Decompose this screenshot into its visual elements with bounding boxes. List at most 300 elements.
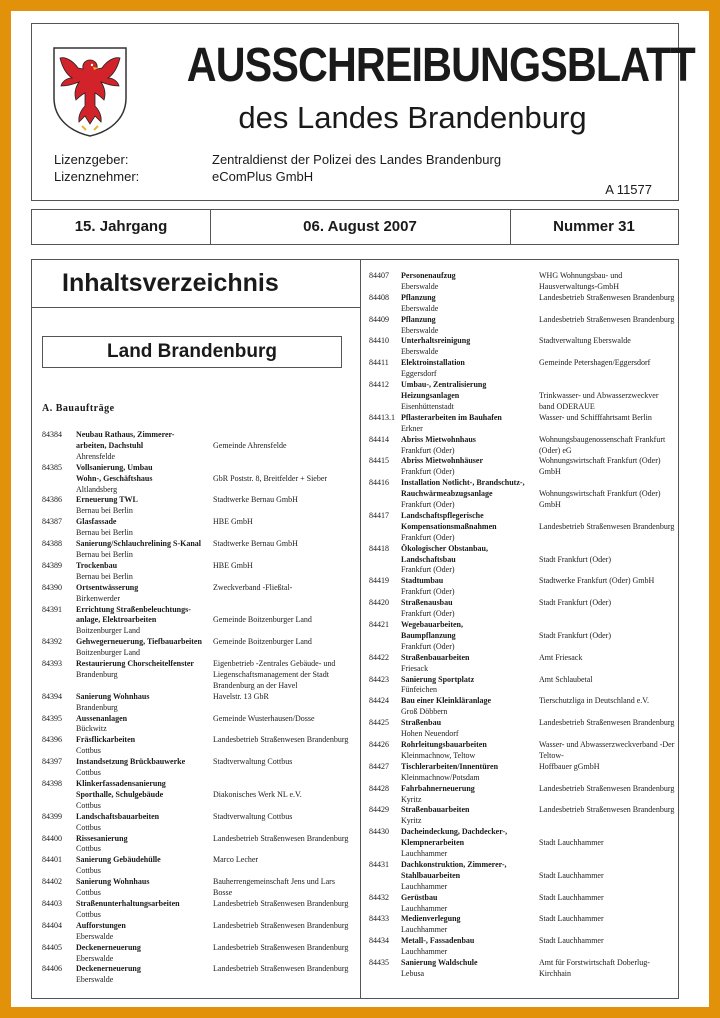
table-row bbox=[42, 877, 354, 899]
table-row bbox=[42, 943, 354, 965]
entry-location: Kleinmachnow/Potsdam bbox=[401, 772, 480, 782]
table-row bbox=[369, 511, 675, 544]
entry-location: Cottbus bbox=[76, 888, 101, 898]
entry-description bbox=[76, 735, 213, 757]
entry-contracting-authority: Landesbetrieb Straßenwesen Brandenburg bbox=[539, 521, 675, 531]
entry-title: Sanierung Gebäudehülle bbox=[76, 855, 161, 865]
entry-title: Neubau Rathaus, Zimmerer- bbox=[76, 430, 175, 439]
entry-location: Eberswalde bbox=[76, 931, 114, 941]
entry-location: Cottbus bbox=[76, 768, 101, 778]
entry-contracting-authority: Stadt Lauchhammer bbox=[539, 914, 604, 924]
entry-location: Boitzenburger Land bbox=[76, 648, 141, 658]
entry-location: Cottbus bbox=[76, 866, 101, 876]
entry-contracting-authority: Hoffbauer gGmbH bbox=[539, 761, 600, 771]
entry-contracting-authority: Stadt Lauchhammer bbox=[539, 892, 604, 902]
table-row bbox=[42, 463, 354, 496]
entry-description bbox=[401, 511, 539, 544]
entry-contracting-authority: Wohnungswirtschaft Frankfurt (Oder) GmbH bbox=[539, 489, 661, 510]
entry-description bbox=[76, 943, 213, 965]
entry-location: Brandenburg bbox=[76, 702, 118, 712]
entry-title: Errichtung Straßenbeleuchtungs- bbox=[76, 604, 191, 614]
entry-contracting-authority: Landesbetrieb Straßenwesen Brandenburg bbox=[213, 964, 349, 974]
entry-title: Unterhaltsreinigung bbox=[401, 336, 471, 346]
entry-title: Pflanzung bbox=[401, 314, 436, 324]
entry-title: Heizungsanlagen bbox=[401, 390, 460, 400]
table-row bbox=[369, 718, 675, 740]
entry-title: Medienverlegung bbox=[401, 914, 461, 924]
entry-location: Kyritz bbox=[401, 816, 422, 826]
table-row bbox=[369, 544, 675, 577]
table-row bbox=[369, 620, 675, 653]
entry-number: 84410 bbox=[369, 336, 389, 346]
table-row bbox=[369, 478, 675, 511]
entry-number: 84390 bbox=[42, 582, 62, 592]
entry-number: 84422 bbox=[369, 652, 389, 662]
entry-title: Ökologischer Obstanbau, bbox=[401, 543, 488, 553]
entry-title: Aussenanlagen bbox=[76, 713, 128, 723]
entry-description bbox=[401, 293, 539, 315]
entry-description bbox=[401, 740, 539, 762]
table-row bbox=[42, 495, 354, 517]
entry-contracting-authority: Gemeinde Wusterhausen/Dosse bbox=[213, 713, 315, 723]
entry-description bbox=[401, 435, 539, 457]
entry-number: 84388 bbox=[42, 539, 62, 549]
entry-title: Instandsetzung Brückbauwerke bbox=[76, 757, 186, 767]
entry-description bbox=[401, 958, 539, 980]
table-row bbox=[42, 855, 354, 877]
table-row bbox=[369, 675, 675, 697]
entry-number: 84434 bbox=[369, 936, 389, 946]
entry-title: Sanierung Wohnhaus bbox=[76, 691, 150, 701]
issue-date: 06. August 2007 bbox=[303, 218, 417, 235]
entry-contracting-authority: Diakonisches Werk NL e.V. bbox=[213, 789, 302, 799]
entry-contracting-authority: Stadt Frankfurt (Oder) bbox=[539, 598, 611, 608]
entry-contracting-authority: GbR Poststr. 8, Breitfelder + Sieber bbox=[213, 473, 328, 483]
entry-description bbox=[76, 899, 213, 921]
entry-title: Umbau-, Zentralisierung bbox=[401, 380, 487, 390]
entry-location: Lauchhammer bbox=[401, 881, 448, 891]
lizenznehmer-label: Lizenznehmer: bbox=[54, 169, 140, 184]
table-row bbox=[42, 583, 354, 605]
lizenzgeber-label: Lizenzgeber: bbox=[54, 152, 129, 167]
entry-description bbox=[401, 380, 539, 413]
entry-description bbox=[401, 893, 539, 915]
entry-description bbox=[76, 605, 213, 638]
entry-title: Deckenerneuerung bbox=[76, 964, 141, 974]
entry-title: Straßenausbau bbox=[401, 598, 453, 608]
entry-description bbox=[401, 718, 539, 740]
entry-location: Bückwitz bbox=[76, 724, 107, 734]
entry-location: Boitzenburger Land bbox=[76, 626, 141, 636]
entry-location: Lauchhammer bbox=[401, 947, 448, 957]
entry-location: Kyritz bbox=[401, 794, 422, 804]
entry-title: Restaurierung Chorscheitelfenster bbox=[76, 659, 194, 669]
publication-title: AUSSCHREIBUNGSBLATT bbox=[186, 39, 695, 92]
entries-right-column bbox=[369, 271, 675, 980]
entry-number: 84431 bbox=[369, 859, 389, 869]
table-row bbox=[369, 805, 675, 827]
entry-contracting-authority: Stadt Frankfurt (Oder) bbox=[539, 554, 611, 564]
entry-location: Eberswalde bbox=[401, 347, 439, 357]
entry-description bbox=[76, 877, 213, 899]
entry-title: Sanierung/Schlauchrelining S-Kanal bbox=[76, 539, 201, 549]
table-row bbox=[42, 539, 354, 561]
entry-location: Kleinmachnow, Teltow bbox=[401, 750, 476, 760]
entry-title: Straßenunterhaltungsarbeiten bbox=[76, 898, 180, 908]
entry-number: 84392 bbox=[42, 637, 62, 647]
entry-description bbox=[76, 583, 213, 605]
entry-title: Aufforstungen bbox=[76, 920, 126, 930]
entry-number: 84386 bbox=[42, 495, 62, 505]
entry-number: 84396 bbox=[42, 735, 62, 745]
table-row bbox=[369, 827, 675, 860]
brandenburg-eagle-icon bbox=[52, 46, 128, 138]
entry-title: Wegebauarbeiten, bbox=[401, 620, 463, 629]
entry-number: 84393 bbox=[42, 659, 62, 669]
entry-location: Eberswalde bbox=[76, 975, 114, 985]
entry-description bbox=[401, 336, 539, 358]
entry-contracting-authority: Stadt Lauchhammer bbox=[539, 838, 604, 848]
entry-location: Frankfurt (Oder) bbox=[401, 467, 455, 477]
entry-description bbox=[76, 921, 213, 943]
masthead bbox=[31, 23, 695, 201]
entry-description bbox=[76, 714, 213, 736]
table-row bbox=[42, 561, 354, 583]
entry-number: 84429 bbox=[369, 805, 389, 815]
entry-location: Frankfurt (Oder) bbox=[401, 609, 455, 619]
entry-contracting-authority: Landesbetrieb Straßenwesen Brandenburg bbox=[539, 805, 675, 815]
entry-contracting-authority: Gemeinde Boitzenburger Land bbox=[213, 637, 312, 647]
entry-number: 84384 bbox=[42, 430, 62, 439]
entry-title: Straßenbauarbeiten bbox=[401, 805, 470, 815]
entry-location: Frankfurt (Oder) bbox=[401, 565, 455, 575]
entry-title: Tischlerarbeiten/Innentüren bbox=[401, 761, 499, 771]
entry-title: arbeiten, Dachstuhl bbox=[76, 440, 144, 450]
entry-contracting-authority: HBE GmbH bbox=[213, 560, 253, 570]
table-row bbox=[369, 784, 675, 806]
contents-box bbox=[31, 259, 679, 999]
entry-number: 84416 bbox=[369, 478, 389, 488]
entry-description bbox=[76, 692, 213, 714]
entry-contracting-authority: Amt für Forstwirtschaft Doberlug-Kirchhain bbox=[539, 958, 650, 978]
entry-contracting-authority: Stadt Lauchhammer bbox=[539, 870, 604, 880]
entry-location: Frankfurt (Oder) bbox=[401, 641, 455, 651]
entry-location: Brandenburg bbox=[76, 669, 118, 679]
entry-contracting-authority: Stadtverwaltung Cottbus bbox=[213, 757, 293, 767]
entry-contracting-authority: Trinkwasser- und Abwasserzweckver band ODERAUE bbox=[539, 390, 659, 411]
entry-location: Hohen Neuendorf bbox=[401, 729, 459, 739]
entry-location: Bernau bei Berlin bbox=[76, 506, 133, 516]
entry-location: Eberswalde bbox=[76, 953, 114, 963]
table-row bbox=[369, 576, 675, 598]
entry-location: Frankfurt (Oder) bbox=[401, 532, 455, 542]
table-row bbox=[369, 336, 675, 358]
entry-location: Bernau bei Berlin bbox=[76, 528, 133, 538]
table-row bbox=[369, 435, 675, 457]
table-row bbox=[369, 598, 675, 620]
entry-title: Ortsentwässerung bbox=[76, 582, 139, 592]
entry-number: 84394 bbox=[42, 691, 62, 701]
entry-number: 84395 bbox=[42, 713, 62, 723]
entry-contracting-authority: Landesbetrieb Straßenwesen Brandenburg bbox=[213, 898, 349, 908]
entry-location: Bernau bei Berlin bbox=[76, 571, 133, 581]
entry-contracting-authority: Stadt Frankfurt (Oder) bbox=[539, 630, 611, 640]
table-row bbox=[369, 740, 675, 762]
table-row bbox=[42, 921, 354, 943]
entry-description bbox=[401, 936, 539, 958]
entry-location: Birkenwerder bbox=[76, 593, 120, 603]
entry-contracting-authority: Landesbetrieb Straßenwesen Brandenburg bbox=[539, 292, 675, 302]
table-row bbox=[42, 757, 354, 779]
entry-location: Bernau bei Berlin bbox=[76, 549, 133, 559]
entry-number: 84417 bbox=[369, 510, 389, 520]
table-row bbox=[369, 358, 675, 380]
entry-number: 84424 bbox=[369, 696, 389, 706]
entry-number: 84401 bbox=[42, 855, 62, 865]
entry-number: 84411 bbox=[369, 358, 389, 368]
entry-contracting-authority: Wohnungsbaugenossenschaft Frankfurt (Oder) eG bbox=[539, 434, 666, 455]
entry-number: 84433 bbox=[369, 914, 389, 924]
entry-contracting-authority: Gemeinde Ahrensfelde bbox=[213, 440, 287, 450]
table-row bbox=[42, 517, 354, 539]
entry-contracting-authority: Wasser- und Abwasserzweckverband -Der Teltow- bbox=[539, 739, 675, 760]
entry-location: Cottbus bbox=[76, 822, 101, 832]
entry-description bbox=[76, 430, 213, 463]
entry-title: Abriss Mietwohnhäuser bbox=[401, 456, 484, 466]
entry-number: 84419 bbox=[369, 576, 389, 586]
entry-title: Metall-, Fassadenbau bbox=[401, 936, 475, 946]
entry-title: Baumpflanzung bbox=[401, 630, 456, 640]
entry-number: 84385 bbox=[42, 462, 62, 472]
entry-description bbox=[76, 757, 213, 779]
entry-contracting-authority: Landesbetrieb Straßenwesen Brandenburg bbox=[539, 314, 675, 324]
entry-number: 84391 bbox=[42, 604, 62, 614]
entry-location: Altlandsberg bbox=[76, 484, 118, 494]
entry-number: 84430 bbox=[369, 827, 389, 837]
table-row bbox=[42, 735, 354, 757]
entry-title: Bau einer Kleinkläranlage bbox=[401, 696, 492, 706]
table-row bbox=[369, 653, 675, 675]
gazette-page bbox=[11, 11, 709, 1007]
entry-contracting-authority: Marco Lecher bbox=[213, 855, 259, 865]
entry-contracting-authority: Bauherrengemeinschaft Jens und Lars Bosse bbox=[213, 877, 335, 898]
entry-title: Fahrbahnerneuerung bbox=[401, 783, 475, 793]
entry-description bbox=[76, 779, 213, 812]
entry-number: 84405 bbox=[42, 942, 62, 952]
entry-title: Vollsanierung, Umbau bbox=[76, 462, 153, 472]
toc-heading: Inhaltsverzeichnis bbox=[32, 260, 360, 308]
entry-number: 84426 bbox=[369, 739, 389, 749]
entry-title: Glasfassade bbox=[76, 517, 117, 527]
entry-description bbox=[401, 478, 539, 511]
table-row bbox=[369, 762, 675, 784]
entry-contracting-authority: Eigenbetrieb -Zentrales Gebäude- und Liegenschaftsmanagement der Stadt Brandenburg an der Havel bbox=[213, 659, 336, 690]
entry-title: Sanierung Sportplatz bbox=[401, 674, 475, 684]
column-divider bbox=[360, 260, 361, 998]
entry-number: 84435 bbox=[369, 958, 389, 968]
entry-description bbox=[401, 620, 539, 653]
entry-number: 84399 bbox=[42, 811, 62, 821]
entry-description bbox=[401, 271, 539, 293]
entry-number: 84423 bbox=[369, 674, 389, 684]
entry-contracting-authority: Stadtwerke Bernau GmbH bbox=[213, 539, 298, 549]
table-row bbox=[369, 456, 675, 478]
entry-title: Sanierung Waldschule bbox=[401, 958, 478, 968]
entry-contracting-authority: Stadtverwaltung Eberswalde bbox=[539, 336, 631, 346]
table-row bbox=[369, 936, 675, 958]
table-row bbox=[42, 659, 354, 692]
entry-number: 84418 bbox=[369, 543, 389, 553]
section-title: A. Bauaufträge bbox=[42, 403, 115, 414]
publication-subtitle: des Landes Brandenburg bbox=[238, 100, 587, 135]
entry-title: Dachkonstruktion, Zimmerer-, bbox=[401, 859, 507, 869]
jahrgang: 15. Jahrgang bbox=[74, 218, 168, 235]
entry-contracting-authority: Gemeinde Boitzenburger Land bbox=[213, 615, 312, 625]
table-row bbox=[42, 779, 354, 812]
entry-contracting-authority: Landesbetrieb Straßenwesen Brandenburg bbox=[213, 735, 349, 745]
entry-title: Abriss Mietwohnhaus bbox=[401, 434, 476, 444]
entry-location: Friesack bbox=[401, 663, 429, 673]
entry-number: 84414 bbox=[369, 434, 389, 444]
entry-location: Eberswalde bbox=[401, 325, 439, 335]
table-row bbox=[42, 899, 354, 921]
entry-location: Eggersdorf bbox=[401, 369, 437, 379]
entry-title: Trockenbau bbox=[76, 560, 118, 570]
entry-title: Erneuerung TWL bbox=[76, 495, 138, 505]
entry-number: 84406 bbox=[42, 964, 62, 974]
table-row bbox=[369, 860, 675, 893]
entry-number: 84397 bbox=[42, 757, 62, 767]
entry-description bbox=[401, 456, 539, 478]
entry-title: Landschaftspflegerische bbox=[401, 510, 484, 520]
entry-description bbox=[401, 914, 539, 936]
entry-location: Lauchhammer bbox=[401, 925, 448, 935]
entry-contracting-authority: Stadtwerke Frankfurt (Oder) GmbH bbox=[539, 576, 655, 586]
table-row bbox=[369, 914, 675, 936]
entry-contracting-authority: Stadtverwaltung Cottbus bbox=[213, 811, 293, 821]
entry-location: Cottbus bbox=[76, 909, 101, 919]
entry-description bbox=[401, 827, 539, 860]
table-row bbox=[369, 271, 675, 293]
entry-location: Fünfeichen bbox=[401, 685, 437, 695]
entry-location: Eisenhüttenstadt bbox=[401, 401, 454, 411]
entry-description bbox=[76, 855, 213, 877]
entry-description bbox=[401, 576, 539, 598]
table-row bbox=[42, 637, 354, 659]
table-row bbox=[42, 964, 354, 986]
table-row bbox=[369, 893, 675, 915]
entry-title: Straßenbauarbeiten bbox=[401, 652, 470, 662]
table-row bbox=[369, 958, 675, 980]
entry-contracting-authority: Amt Schlaubetal bbox=[539, 674, 593, 684]
entry-contracting-authority: Wohnungswirtschaft Frankfurt (Oder) GmbH bbox=[539, 456, 661, 477]
entry-number: 84415 bbox=[369, 456, 389, 466]
entry-location: Lauchhammer bbox=[401, 903, 448, 913]
entry-description bbox=[76, 495, 213, 517]
entry-number: 84425 bbox=[369, 718, 389, 728]
entry-title: Pflasterarbeiten im Bauhafen bbox=[401, 412, 502, 422]
entry-contracting-authority: Zweckverband -Fließtal- bbox=[213, 582, 293, 592]
table-row bbox=[42, 812, 354, 834]
entry-description bbox=[401, 598, 539, 620]
issue-number: Nummer 31 bbox=[553, 218, 635, 235]
lizenzgeber-value: Zentraldienst der Polizei des Landes Brandenburg bbox=[212, 152, 502, 167]
entry-contracting-authority: Landesbetrieb Straßenwesen Brandenburg bbox=[213, 833, 349, 843]
entry-contracting-authority: WHG Wohnungsbau- und Hausverwaltungs-GmbH bbox=[539, 271, 623, 291]
entry-location: Groß Döbbern bbox=[401, 707, 448, 717]
entry-contracting-authority: Landesbetrieb Straßenwesen Brandenburg bbox=[213, 920, 349, 930]
table-row bbox=[369, 315, 675, 337]
table-row bbox=[42, 692, 354, 714]
table-row bbox=[42, 714, 354, 736]
entry-location: Eberswalde bbox=[401, 281, 439, 291]
entry-contracting-authority: Stadt Lauchhammer bbox=[539, 936, 604, 946]
entry-title: Pflanzung bbox=[401, 292, 436, 302]
entry-location: Eberswalde bbox=[401, 303, 439, 313]
entry-description bbox=[401, 805, 539, 827]
lizenznehmer-value: eComPlus GmbH bbox=[212, 169, 314, 184]
entry-number: 84412 bbox=[369, 380, 389, 390]
entry-location: Ahrensfelde bbox=[76, 451, 116, 461]
entry-description bbox=[401, 413, 539, 435]
entry-title: Rohrleitungsbauarbeiten bbox=[401, 739, 487, 749]
entry-contracting-authority: Stadtwerke Bernau GmbH bbox=[213, 495, 298, 505]
region-heading: Land Brandenburg bbox=[42, 336, 342, 368]
entry-description bbox=[76, 964, 213, 986]
entry-title: Personenaufzug bbox=[401, 271, 456, 280]
entry-description bbox=[76, 561, 213, 583]
entry-description bbox=[401, 544, 539, 577]
entry-title: Gerüstbau bbox=[401, 892, 438, 902]
entry-title: Rissesanierung bbox=[76, 833, 128, 843]
table-row bbox=[42, 834, 354, 856]
entry-title: Sanierung Wohnhaus bbox=[76, 877, 150, 887]
entry-location: Lauchhammer bbox=[401, 849, 448, 859]
entry-title: Kompensationsmaßnahmen bbox=[401, 521, 497, 531]
entry-number: 84400 bbox=[42, 833, 62, 843]
entry-location: Erkner bbox=[401, 423, 423, 433]
entry-title: Klempnerarbeiten bbox=[401, 838, 465, 848]
entry-location: Frankfurt (Oder) bbox=[401, 445, 455, 455]
entry-title: Fräsflickarbeiten bbox=[76, 735, 136, 745]
entry-contracting-authority: Havelstr. 13 GbR bbox=[213, 691, 269, 701]
issue-info-bar bbox=[31, 209, 679, 245]
document-number: A 11577 bbox=[605, 182, 652, 197]
entry-description bbox=[76, 517, 213, 539]
entry-number: 84407 bbox=[369, 271, 389, 280]
entry-title: Stahlbauarbeiten bbox=[401, 870, 461, 880]
entry-contracting-authority: HBE GmbH bbox=[213, 517, 253, 527]
entry-number: 84413.1 bbox=[369, 412, 395, 422]
entry-location: Lebusa bbox=[401, 969, 425, 978]
entry-title: Landschaftsbau bbox=[401, 554, 456, 564]
table-row bbox=[369, 413, 675, 435]
entry-description bbox=[76, 659, 213, 692]
entry-number: 84432 bbox=[369, 892, 389, 902]
entry-description bbox=[401, 358, 539, 380]
entry-description bbox=[401, 860, 539, 893]
entry-number: 84428 bbox=[369, 783, 389, 793]
entry-description bbox=[76, 834, 213, 856]
entry-description bbox=[401, 784, 539, 806]
entry-description bbox=[76, 637, 213, 659]
entry-description bbox=[401, 675, 539, 697]
entry-title: Sporthalle, Schulgebäude bbox=[76, 789, 164, 799]
table-row bbox=[369, 380, 675, 413]
entry-description bbox=[401, 696, 539, 718]
entry-number: 84404 bbox=[42, 920, 62, 930]
entry-title: Klinkerfassadensanierung bbox=[76, 779, 166, 788]
